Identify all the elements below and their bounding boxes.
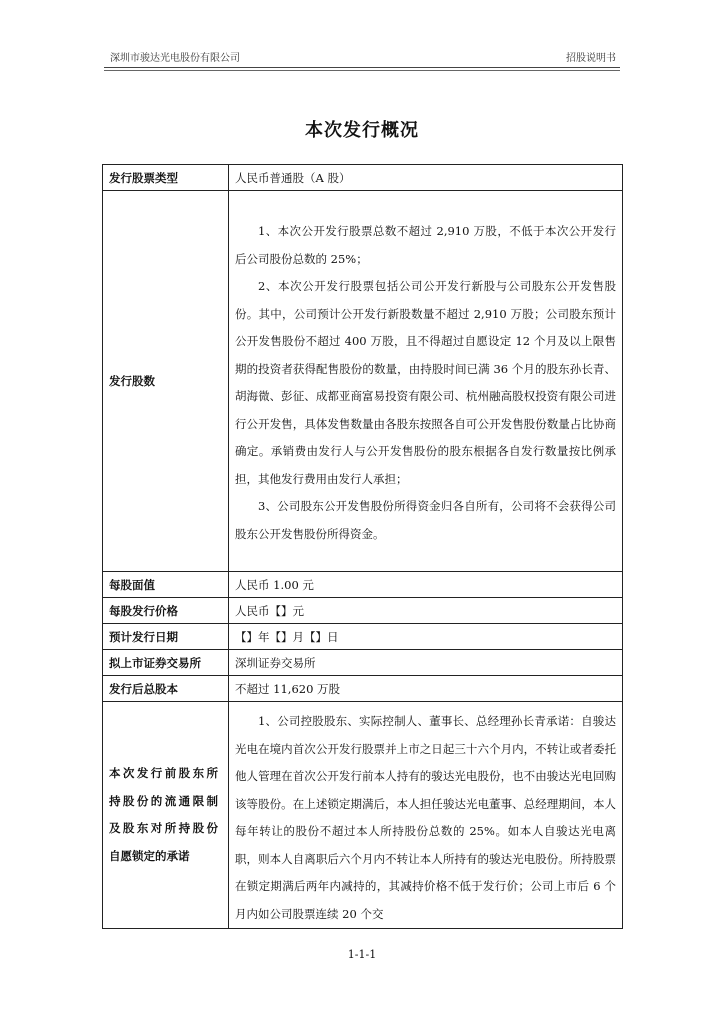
row-label-lockup bbox=[103, 702, 229, 929]
row-value-stock-type: 人民币普通股（A 股） bbox=[229, 165, 623, 191]
table-row bbox=[103, 676, 623, 702]
row-value-total-shares: 不超过 11,620 万股 bbox=[229, 676, 623, 702]
header-divider bbox=[104, 67, 620, 68]
row-label-exchange: 拟上市证券交易所 bbox=[103, 650, 229, 676]
header-divider-thin bbox=[104, 70, 620, 71]
page-title: 本次发行概况 bbox=[305, 120, 419, 141]
share-count-paragraph: 1、本次公开发行股票总数不超过 2,910 万股，不低于本次公开发行后公司股份总数的 25%； bbox=[235, 224, 616, 266]
table-row bbox=[103, 702, 623, 929]
row-value-issue-price: 人民币【】元 bbox=[229, 598, 623, 624]
table-row bbox=[103, 624, 623, 650]
share-count-paragraph: 3、公司股东公开发售股份所得资金归各自所有，公司将不会获得公司股东公开发售股份所得资金。 bbox=[235, 499, 616, 541]
row-label-issue-date: 预计发行日期 bbox=[103, 624, 229, 650]
row-label-total-shares: 发行后总股本 bbox=[103, 676, 229, 702]
offering-overview-table bbox=[102, 164, 623, 929]
row-value-share-count bbox=[229, 191, 623, 572]
table-row bbox=[103, 572, 623, 598]
lockup-paragraph: 1、公司控股股东、实际控制人、董事长、总经理孙长青承诺：自骏达光电在境内首次公开发行股票并上市之日起三十六个月内，不转让或者委托他人管理在首次公开发行前本人持有的骏达光电股份，也不由骏达光电回购该等股份。在上述锁定期满后，本人担任骏达光电董事、总经理期间，本人每年转让的股份不超过本人所持股份总数的 25%。如本人自骏达光电离职，则本人自离职后六个月内不转让本人所持有的骏达光电股份。所持股票在锁定期满后两年内减持的，其减持价格不低于发行价；公司上市后 6 个月内如公司股票连续 20 个交 bbox=[235, 714, 616, 921]
row-value-issue-date: 【】年【】月【】日 bbox=[229, 624, 623, 650]
share-count-paragraph: 2、本次公开发行股票包括公司公开发行新股与公司股东公开发售股份。其中，公司预计公开发行新股数量不超过 2,910 万股；公司股东预计公开发售股份不超过 400 万股，且不得超过自愿设定 12 个月及以上限售期的投资者获得配售股份的数量，由持股时间已满 36 个月的股东孙长青、胡海微、彭征、成都亚商富易投资有限公司、杭州融高股权投资有限公司进行公开发售，具体发售数量由各股东按照各自可公开发售股份数量占比协商确定。承销费由发行人与公开发售股份的股东根据各自发行数量按比例承担，其他发行费用由发行人承担； bbox=[235, 279, 616, 486]
lockup-label-line: 自愿锁定的承诺 bbox=[109, 848, 190, 863]
page-number: 1-1-1 bbox=[347, 948, 377, 961]
row-value-par-value: 人民币 1.00 元 bbox=[229, 572, 623, 598]
page-header bbox=[104, 52, 620, 66]
row-label-stock-type: 发行股票类型 bbox=[103, 165, 229, 191]
table-row bbox=[103, 191, 623, 572]
row-label-issue-price: 每股发行价格 bbox=[103, 598, 229, 624]
row-value-lockup bbox=[229, 702, 623, 929]
row-label-share-count: 发行股数 bbox=[103, 191, 229, 572]
row-label-par-value: 每股面值 bbox=[103, 572, 229, 598]
lockup-label-line: 本次发行前股东所 bbox=[109, 766, 218, 780]
header-company-name: 深圳市骏达光电股份有限公司 bbox=[110, 53, 240, 64]
row-value-exchange: 深圳证券交易所 bbox=[229, 650, 623, 676]
lockup-label-line: 及股东对所持股份 bbox=[109, 821, 218, 835]
table-row bbox=[103, 165, 623, 191]
table-row bbox=[103, 650, 623, 676]
lockup-label-line: 持股份的流通限制 bbox=[109, 793, 218, 808]
table-row bbox=[103, 598, 623, 624]
header-document-type: 招股说明书 bbox=[566, 53, 616, 64]
